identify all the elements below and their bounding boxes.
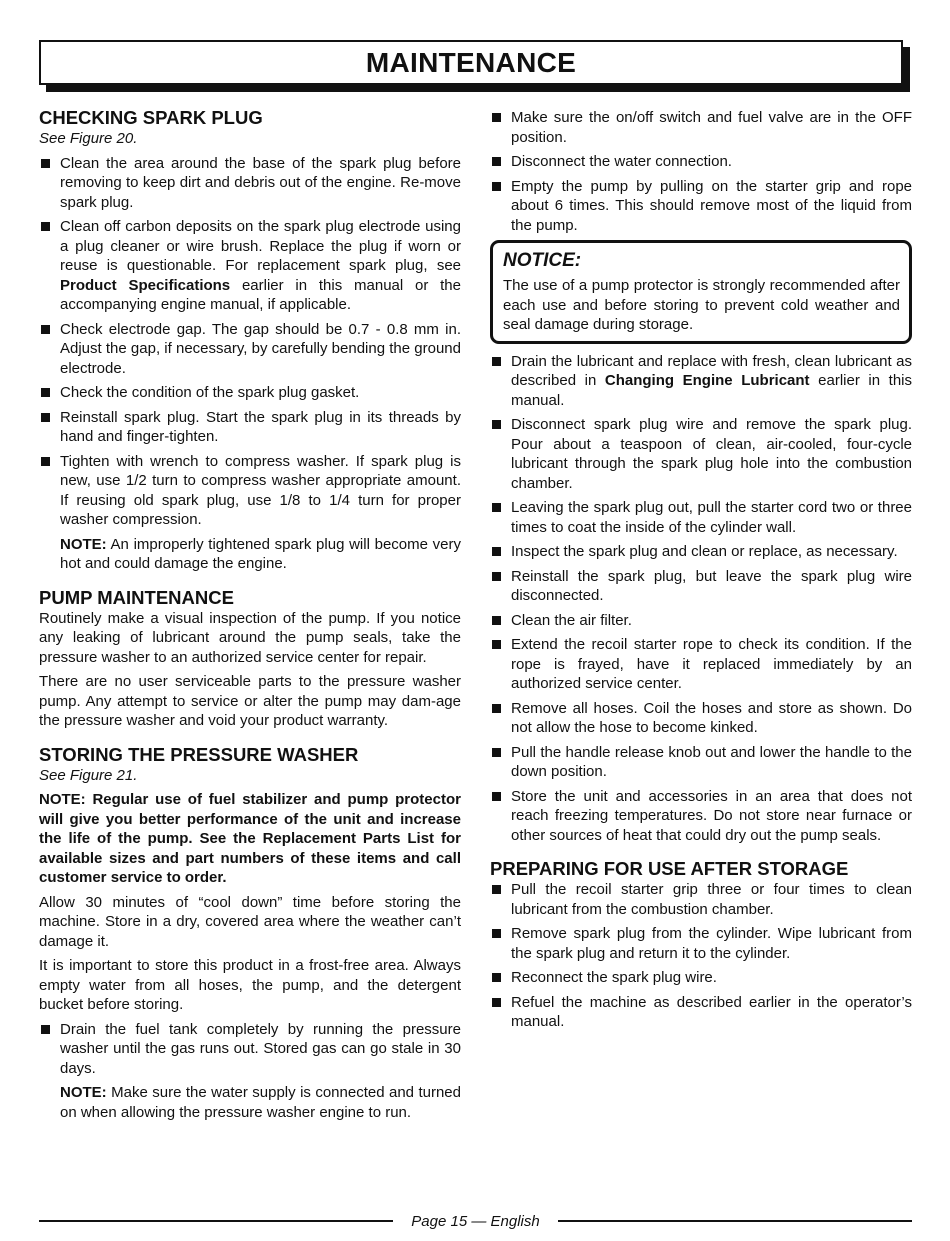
- section-heading-storing: STORING THE PRESSURE WASHER: [39, 743, 359, 765]
- list-item: Check the condition of the spark plug gasket.: [39, 383, 461, 403]
- page-number: Page 15 — English: [411, 1212, 540, 1230]
- list-item: Clean off carbon deposits on the spark plug electrode using a plug cleaner or wire brush. Replace the plug if worn or reuse is questionable. For replacement spark plug, see Product Specifications earlier in this manual or the accompanying engine manual, if applicable.: [39, 217, 461, 315]
- footer-rule: [558, 1220, 912, 1222]
- storing-steps-continued: [490, 108, 912, 235]
- list-item: Reinstall the spark plug, but leave the spark plug wire disconnected.: [490, 567, 912, 606]
- list-item: Pull the handle release knob out and lower the handle to the down position.: [490, 743, 912, 782]
- list-item: Clean the air filter.: [490, 611, 912, 631]
- preparing-steps: [490, 880, 912, 1032]
- list-item: Disconnect the water connection.: [490, 152, 912, 172]
- list-item: Reconnect the spark plug wire.: [490, 968, 912, 988]
- left-column: [39, 107, 461, 1127]
- list-item: Make sure the on/off switch and fuel valve are in the OFF position.: [490, 108, 912, 147]
- section-heading-pump-maintenance: PUMP MAINTENANCE: [39, 586, 234, 608]
- bullet-icon: [41, 457, 50, 466]
- right-column: [490, 108, 912, 1037]
- list-item: Tighten with wrench to compress washer. If spark plug is new, use 1/2 turn to compress washer appropriate amount. If reusing old spark plug, use 1/8 to 1/4 turn for proper washer compression.: [39, 452, 461, 530]
- bullet-icon: [492, 357, 501, 366]
- paragraph: It is important to store this product in a frost-free area. Always empty water from all hoses, the pump, and the detergent bucket before storing.: [39, 957, 461, 1013]
- spark-plug-steps: [39, 154, 461, 530]
- list-item: Check electrode gap. The gap should be 0.7 - 0.8 mm in. Adjust the gap, if necessary, by carefully bending the ground electrode.: [39, 320, 461, 379]
- list-item: Remove all hoses. Coil the hoses and store as shown. Do not allow the hose to become kinked.: [490, 699, 912, 738]
- bullet-icon: [492, 547, 501, 556]
- spark-plug-note: NOTE: An improperly tightened spark plug will become very hot and could damage the engine.: [60, 535, 461, 572]
- bullet-icon: [41, 222, 50, 231]
- list-item: Inspect the spark plug and clean or replace, as necessary.: [490, 542, 912, 562]
- figure-reference: See Figure 20.: [39, 130, 138, 147]
- notice-title: NOTICE:: [503, 250, 582, 271]
- page-header: [39, 40, 903, 85]
- bullet-icon: [492, 182, 501, 191]
- cross-reference: Changing Engine Lubricant: [604, 372, 810, 389]
- bullet-icon: [41, 413, 50, 422]
- storing-steps: [39, 1020, 461, 1079]
- storing-steps-after-notice: [490, 352, 912, 846]
- cross-reference: Product Specifications: [60, 276, 231, 294]
- bullet-icon: [492, 616, 501, 625]
- list-item: Drain the lubricant and replace with fresh, clean lubricant as described in Changing Engine Lubricant earlier in this manual.: [490, 352, 912, 411]
- list-item: Leaving the spark plug out, pull the starter cord two or three times to coat the inside of the cylinder wall.: [490, 498, 912, 537]
- list-item: Disconnect spark plug wire and remove the spark plug. Pour about a teaspoon of clean, air-cooled, four-cycle lubricant through the spark plug hole into the combustion chamber.: [490, 415, 912, 493]
- footer-rule: [39, 1220, 393, 1222]
- list-item: Empty the pump by pulling on the starter grip and rope about 6 times. This should remove most of the liquid from the pump.: [490, 177, 912, 236]
- bullet-icon: [492, 748, 501, 757]
- bullet-icon: [492, 792, 501, 801]
- paragraph: There are no user serviceable parts to the pressure washer pump. Any attempt to service or alter the pump may dam-age the pressure washer and void your product warranty.: [39, 673, 461, 729]
- bullet-icon: [41, 325, 50, 334]
- list-item: Extend the recoil starter rope to check its condition. If the rope is frayed, have it replaced immediately by an authorized service center.: [490, 635, 912, 694]
- list-item: Pull the recoil starter grip three or four times to clean lubricant from the combustion chamber.: [490, 880, 912, 919]
- bullet-icon: [492, 157, 501, 166]
- page-footer: [39, 1210, 912, 1232]
- bullet-icon: [492, 420, 501, 429]
- bullet-icon: [492, 929, 501, 938]
- list-item: Refuel the machine as described earlier in the operator’s manual.: [490, 993, 912, 1032]
- paragraph: Allow 30 minutes of “cool down” time before storing the machine. Store in a dry, covered area where the weather can’t damage it.: [39, 893, 461, 950]
- notice-box: [490, 240, 912, 344]
- storing-note: NOTE: Make sure the water supply is connected and turned on when allowing the pressure washer engine to run.: [60, 1084, 461, 1121]
- page-title: MAINTENANCE: [365, 46, 577, 78]
- list-item: Clean the area around the base of the spark plug before removing to keep dirt and debris out of the engine. Re-move spark plug.: [39, 154, 461, 213]
- bullet-icon: [492, 503, 501, 512]
- bullet-icon: [492, 973, 501, 982]
- bullet-icon: [41, 159, 50, 168]
- figure-reference: See Figure 21.: [39, 766, 138, 784]
- list-item: Drain the fuel tank completely by running the pressure washer until the gas runs out. Stored gas can go stale in 30 days.: [39, 1020, 461, 1079]
- list-item: Remove spark plug from the cylinder. Wipe lubricant from the spark plug and return it to the cylinder.: [490, 924, 912, 963]
- bullet-icon: [492, 704, 501, 713]
- list-item: Reinstall spark plug. Start the spark plug in its threads by hand and finger-tighten.: [39, 408, 461, 447]
- bullet-icon: [41, 388, 50, 397]
- bold-note: NOTE: Regular use of fuel stabilizer and pump protector will give you better performance of the unit and increase the life of the pump. See the Replacement Parts List for available sizes and part numbers of these items and call customer service to order.: [39, 791, 461, 886]
- paragraph: Routinely make a visual inspection of the pump. If you notice any leaking of lubricant around the pump seals, take the pressure washer to an authorized service center for repair.: [39, 609, 461, 666]
- bullet-icon: [492, 640, 501, 649]
- list-item: Store the unit and accessories in an area that does not reach freezing temperatures. Do not store near furnace or other sources of heat that could dry out the pump seals.: [490, 787, 912, 846]
- bullet-icon: [492, 113, 501, 122]
- section-heading-preparing: PREPARING FOR USE AFTER STORAGE: [490, 858, 849, 879]
- bullet-icon: [492, 998, 501, 1007]
- bullet-icon: [41, 1025, 50, 1034]
- section-heading-checking-spark-plug: CHECKING SPARK PLUG: [39, 107, 263, 128]
- bullet-icon: [492, 572, 501, 581]
- notice-text: The use of a pump protector is strongly recommended after each use and before storing to prevent cold weather and seal damage during storage.: [503, 277, 900, 333]
- bullet-icon: [492, 885, 501, 894]
